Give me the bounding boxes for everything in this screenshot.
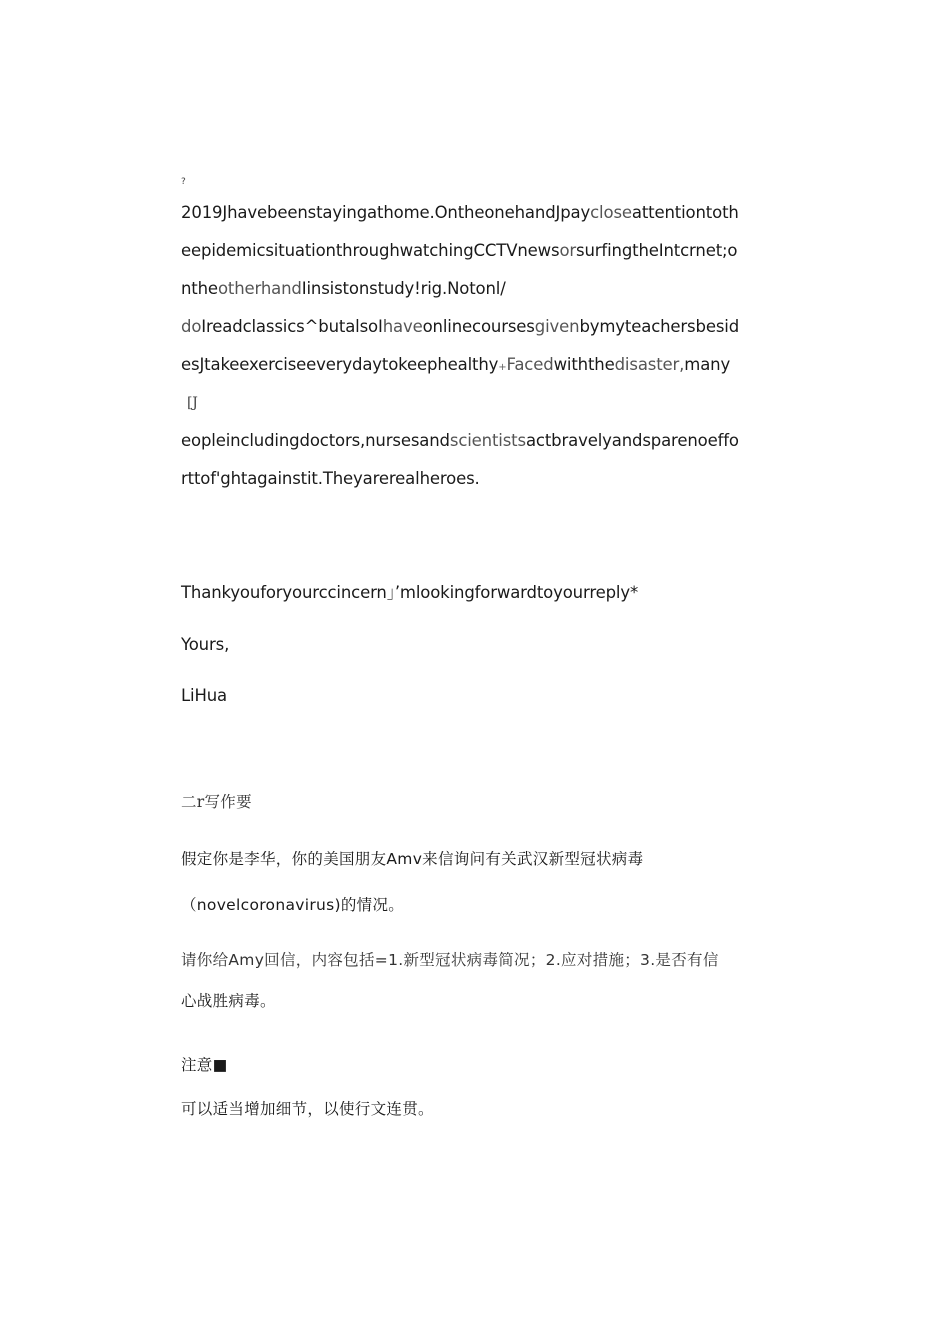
task-prompt-line-1: 假定你是李华，你的美国朋友Amv来信询问有关武汉新型冠状病毒	[181, 850, 644, 868]
letter-line-2: eepidemicsituationthroughwatchingCCTVnewsorsurfingtheIntcrnet;o	[181, 241, 738, 260]
letter-closing: Thankyouforyourccincern」’mlookingforwardtoyourreply*	[181, 583, 639, 602]
task-requirements-line-2: 心战胜病毒。	[181, 992, 276, 1010]
task-requirements-line-1: 请你给Amy回信，内容包括=1.新型冠状病毒简况；2.应对措施；3.是否有信	[181, 951, 719, 969]
note-heading: 注意■	[181, 1056, 228, 1074]
task-prompt-line-2: （novelcoronavirus)的情况。	[181, 896, 405, 914]
letter-signature: LiHua	[181, 686, 228, 705]
task-heading: 二r写作要	[181, 793, 252, 811]
letter-salutation: Yours,	[181, 635, 230, 654]
letter-line-8: rttof'ghtagainstit.Theyarerealheroes.	[181, 469, 480, 488]
stray-mark: ?	[181, 177, 186, 187]
letter-line-1: 2019Jhavebeenstayingathome.OntheonehandJpaycloseattentiontoth	[181, 203, 739, 222]
letter-line-3: ntheotherhandIinsistonstudy!rig.Notonl/	[181, 279, 506, 298]
letter-line-6: [J	[187, 395, 198, 411]
letter-line-4: doIreadclassics^butalsoIhaveonlinecoursesgivenbymyteachersbesid	[181, 317, 740, 336]
letter-line-5: esJtakeexerciseeverydaytokeephealthy+Facedwiththedisaster,many	[181, 355, 731, 374]
letter-line-7: eopleincludingdoctors,nursesandscientistsactbravelyandsparenoeffo	[181, 431, 739, 450]
note-text: 可以适当增加细节，以使行文连贯。	[181, 1100, 434, 1118]
